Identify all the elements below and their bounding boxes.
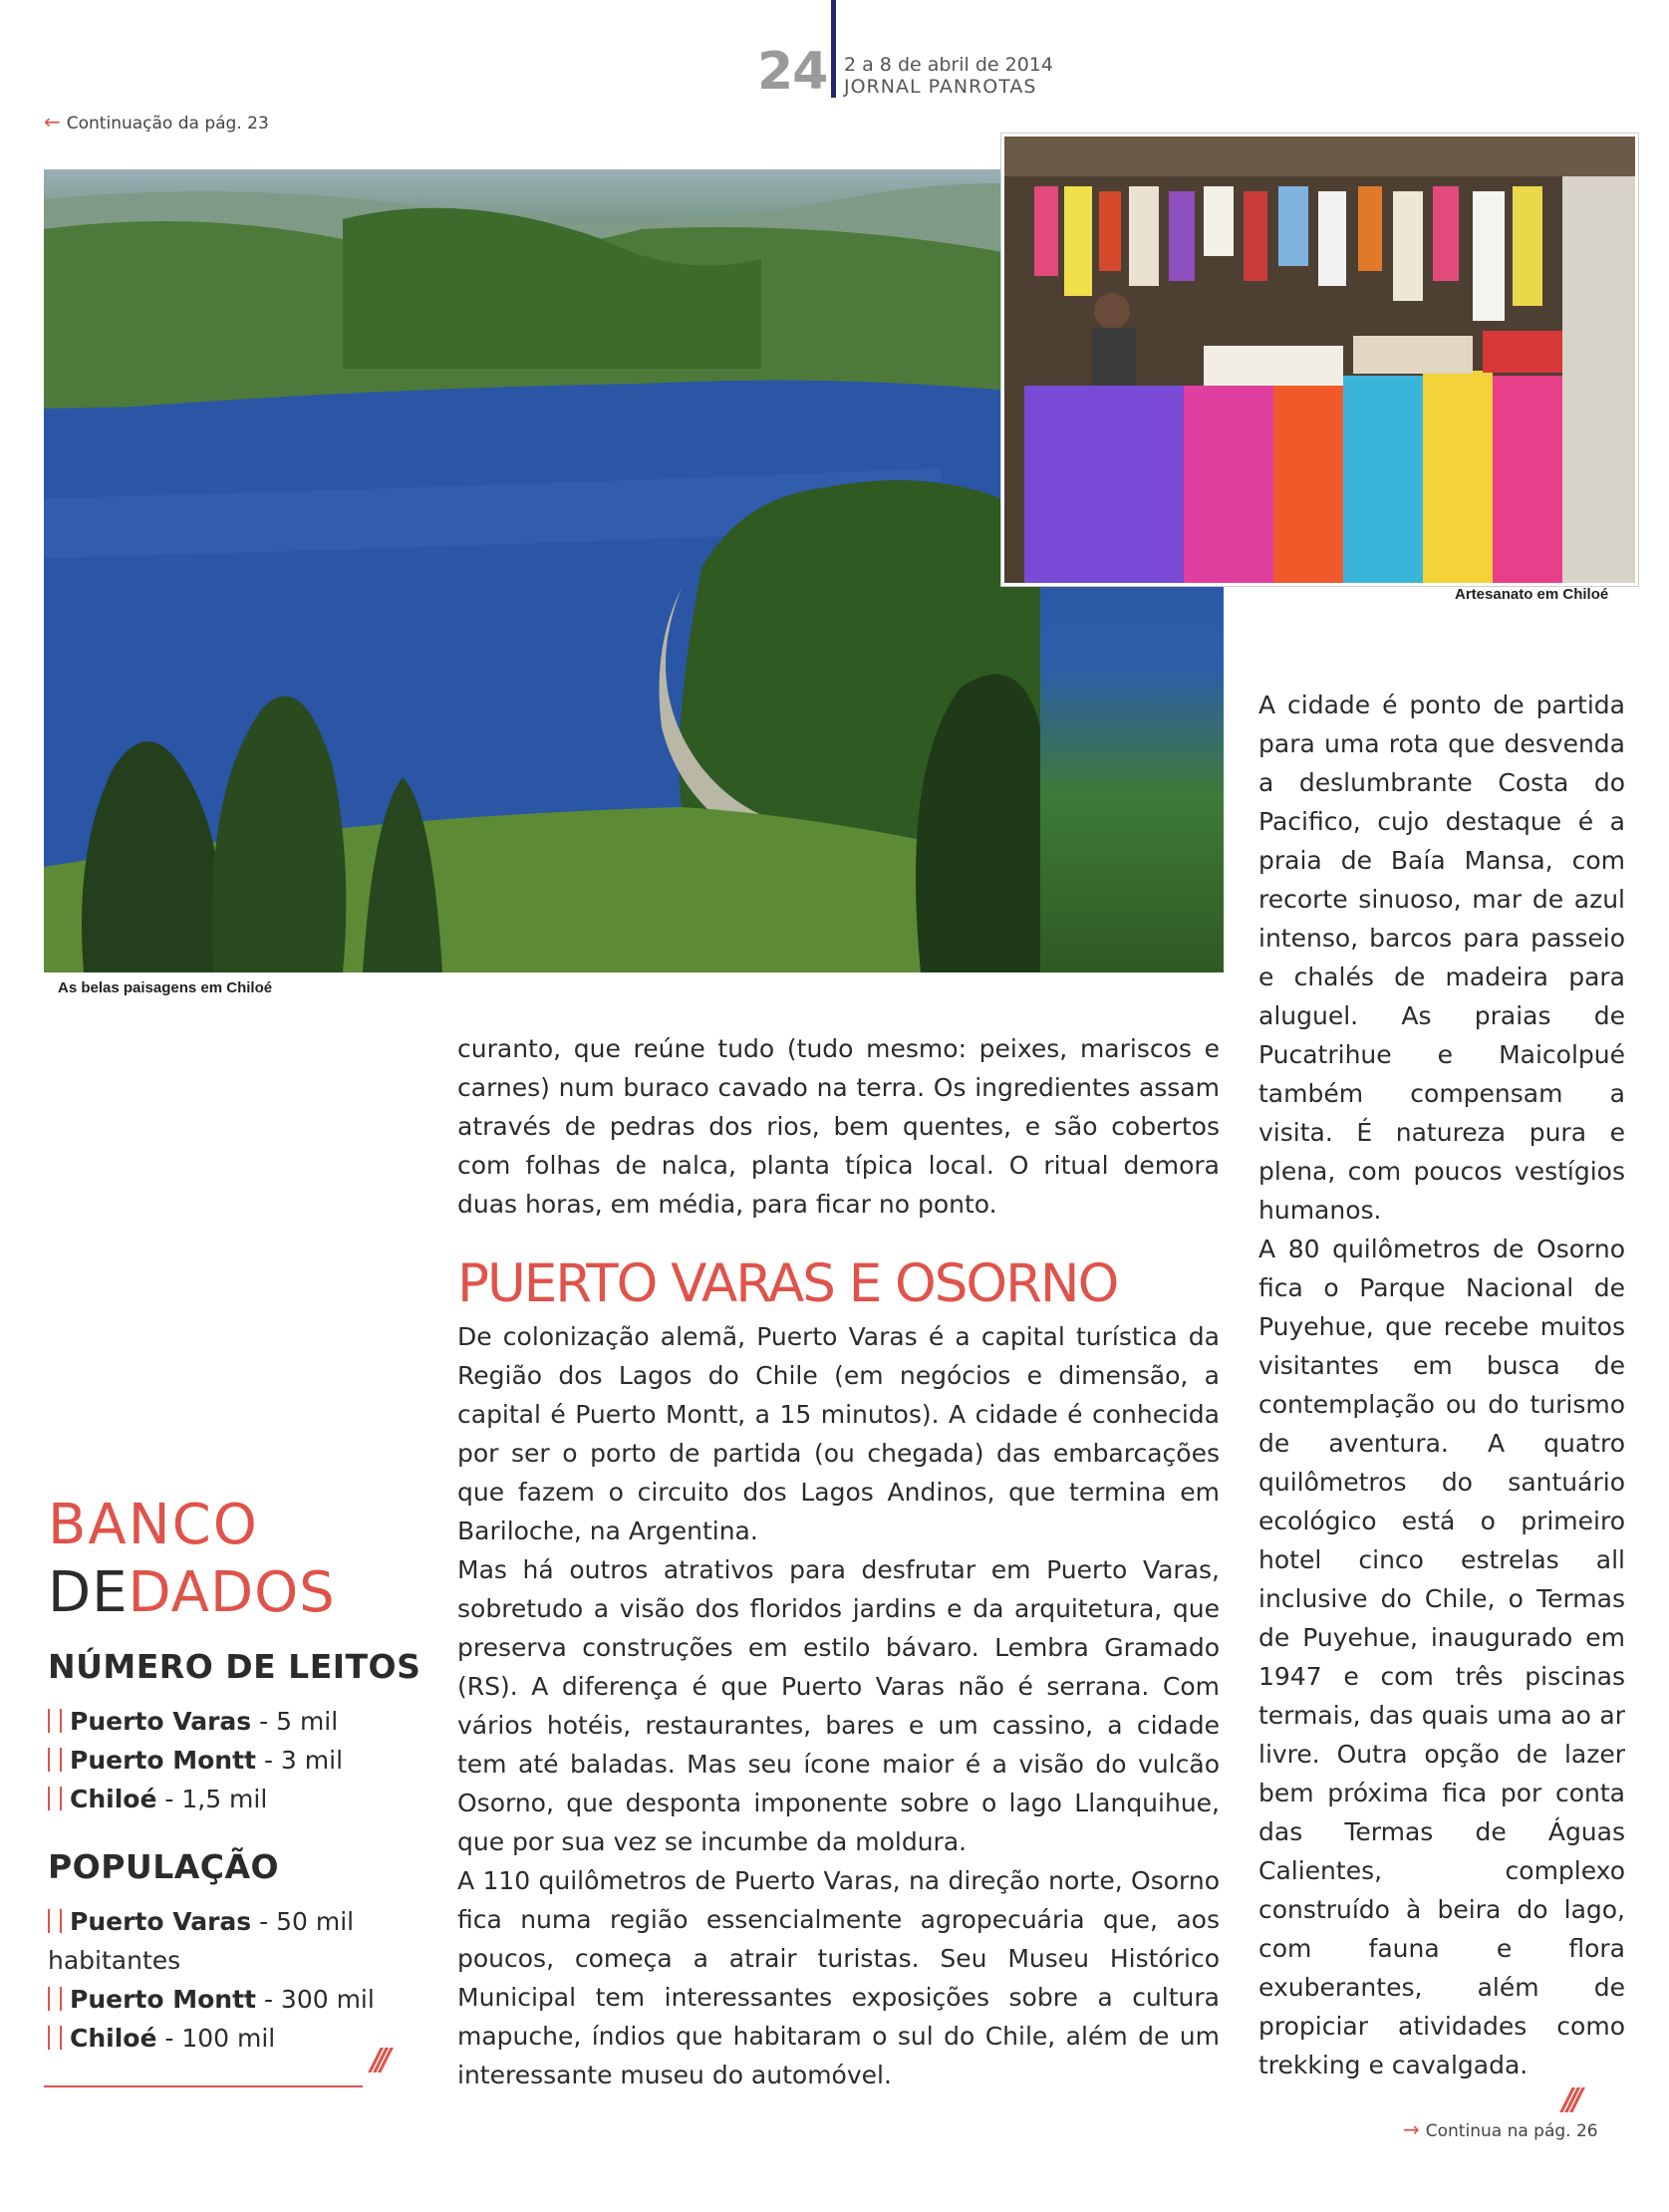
page-number: 24	[757, 42, 828, 102]
sidebar-end-mark-icon: ///	[371, 2043, 386, 2077]
sidebar-title-dados: DADOS	[128, 1560, 336, 1625]
arrow-right-icon: →	[1403, 2117, 1420, 2141]
handicraft-market-photo	[1001, 134, 1638, 586]
list-item-value: - 3 mil	[256, 1746, 344, 1775]
sidebar-title-de: DE	[48, 1560, 129, 1625]
list-item-place: Puerto Montt	[70, 1985, 256, 2014]
list-item-value: - 50 mil habitantes	[48, 1907, 355, 1975]
continuation-previous-label: Continuação da pág. 23	[66, 114, 269, 134]
list-item	[48, 2019, 387, 2058]
continuation-next[interactable]	[1403, 2117, 1598, 2141]
leitos-list	[48, 1702, 343, 1818]
continuation-previous[interactable]	[44, 110, 269, 134]
list-item	[48, 1702, 343, 1741]
section-title: PUERTO VARAS E OSORNO	[457, 1253, 1118, 1314]
bullet-bars-icon	[48, 1909, 62, 1933]
intro-paragraph: curanto, que reúne tudo (tudo mesmo: peixes, mariscos e carnes) num buraco cavado na terra. Os ingredientes assam através de pedras dos rios, bem quentes, e são cobertos com folhas de nalca, planta típica local. O ritual demora duas horas, em média, para ficar no ponto.	[457, 1034, 1220, 1219]
list-item-place: Chiloé	[70, 2024, 157, 2053]
list-item-value: - 300 mil	[256, 1985, 375, 2014]
bullet-bars-icon	[48, 1987, 62, 2011]
article-intro	[457, 1029, 1220, 1224]
populacao-list	[48, 1902, 387, 2058]
list-item-value: - 100 mil	[156, 2024, 276, 2053]
article-paragraph: A cidade é ponto de partida para uma rota que desvenda a deslumbrante Costa do Pacifico, cujo destaque é a praia de Baía Mansa, com recorte sinuoso, mar de azul intenso, barcos para passeio e chalés de madeira para aluguel. As praias de Pucatrihue e Maicolpué também compensam a visita. É natureza pura e plena, com poucos vestígios humanos.	[1258, 691, 1625, 1225]
arrow-left-icon: ←	[44, 110, 61, 134]
bullet-bars-icon	[48, 1709, 62, 1733]
article-middle-column	[457, 1317, 1220, 2094]
end-mark-icon: ///	[1562, 2082, 1577, 2117]
bullet-bars-icon	[48, 1748, 62, 1772]
sidebar-divider	[44, 2085, 363, 2087]
list-item	[48, 1902, 387, 1980]
list-item-value: - 5 mil	[251, 1707, 339, 1736]
list-item-place: Puerto Varas	[70, 1707, 252, 1736]
issue-date: 2 a 8 de abril de 2014	[844, 54, 1053, 76]
bullet-bars-icon	[48, 1787, 62, 1810]
craft-photo-caption: Artesanato em Chiloé	[1455, 586, 1609, 603]
lake-photo-caption: As belas paisagens em Chiloé	[58, 979, 273, 996]
list-item	[48, 1780, 343, 1818]
populacao-heading: POPULAÇÃO	[48, 1847, 280, 1886]
list-item	[48, 1741, 343, 1780]
article-paragraph: Mas há outros atrativos para desfrutar em Puerto Varas, sobretudo a visão dos floridos jardins e da arquitetura, que preserva construções em estilo bávaro. Lembra Gramado (RS). A diferença é que Puerto Varas não é serrana. Com vários hotéis, restaurantes, bares e um cassino, a cidade tem até baladas. Mas seu ícone maior é a visão do vulcão Osorno, que desponta imponente sobre o lago Llanquihue, que por sua vez se incumbe da moldura.	[457, 1555, 1220, 1856]
sidebar-title-banco: BANCO	[48, 1493, 259, 1557]
list-item-value: - 1,5 mil	[156, 1785, 268, 1813]
article-right-column	[1258, 686, 1625, 2084]
list-item-place: Puerto Varas	[70, 1907, 252, 1936]
handicraft-market-illustration	[1004, 137, 1635, 583]
article-paragraph: De colonização alemã, Puerto Varas é a capital turística da Região dos Lagos do Chile (em negócios e dimensão, a capital é Puerto Montt, a 15 minutos). A cidade é conhecida por ser o porto de partida (ou chegada) das embarcações que fazem o circuito dos Lagos Andinos, que termina em Bariloche, na Argentina.	[457, 1322, 1220, 1545]
bullet-bars-icon	[48, 2026, 62, 2050]
sidebar-title-dedados	[48, 1560, 336, 1625]
article-paragraph: A 80 quilômetros de Osorno fica o Parque Nacional de Puyehue, que recebe muitos visitantes em busca de contemplação ou do turismo de aventura. A quatro quilômetros do santuário ecológico está o primeiro hotel cinco estrelas all inclusive do Chile, o Termas de Puyehue, inaugurado em 1947 e com três piscinas termais, das quais uma ao ar livre. Outra opção de lazer bem próxima fica por conta das Termas de Águas Calientes, complexo construído à beira do lago, com fauna e flora exuberantes, além de propiciar atividades como trekking e cavalgada.	[1258, 1235, 1625, 2079]
article-paragraph: A 110 quilômetros de Puerto Varas, na direção norte, Osorno fica numa região essencialmente agropecuária que, aos poucos, começa a atrair turistas. Seu Museu Histórico Municipal tem interessantes exposições sobre a cultura mapuche, índios que habitaram o sul do Chile, além de um interessante museu do automóvel.	[457, 1866, 1220, 2089]
header-divider	[831, 0, 836, 98]
publication-name: JORNAL PANROTAS	[844, 76, 1037, 98]
list-item-place: Chiloé	[70, 1785, 157, 1813]
list-item-place: Puerto Montt	[70, 1746, 256, 1775]
list-item	[48, 1980, 387, 2019]
leitos-heading: NÚMERO DE LEITOS	[48, 1647, 421, 1686]
continuation-next-label: Continua na pág. 26	[1425, 2121, 1598, 2141]
